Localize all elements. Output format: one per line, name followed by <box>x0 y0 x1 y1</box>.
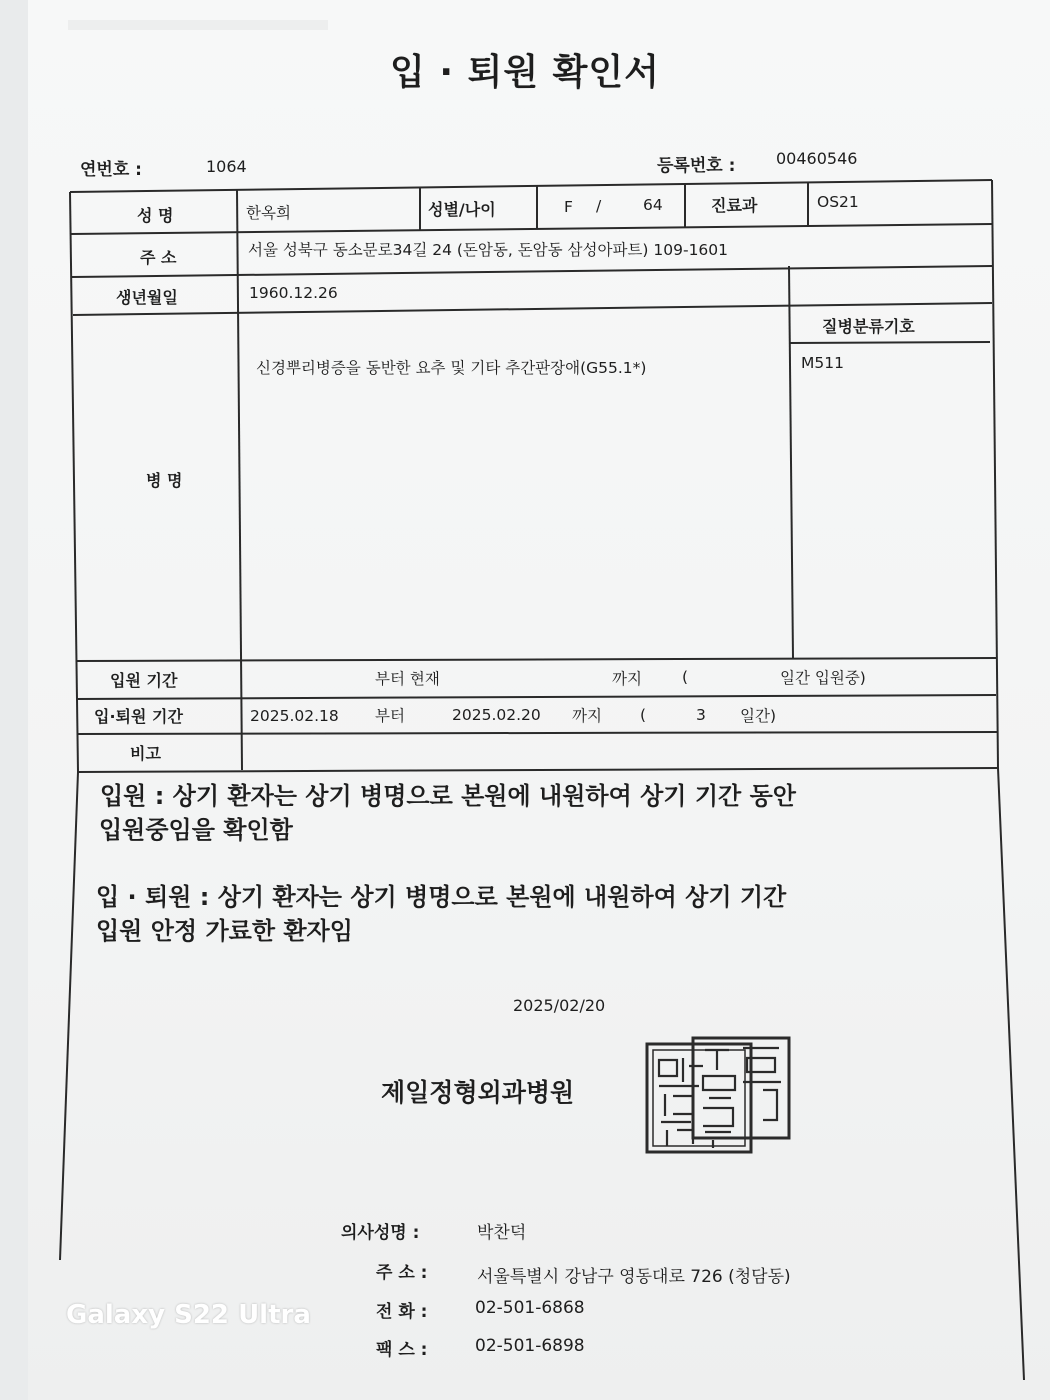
stay-until: 까지 <box>572 707 602 725</box>
name-value: 한옥희 <box>246 204 291 222</box>
admission-until: 까지 <box>612 670 642 688</box>
hospital-phone-value: 02-501-6868 <box>475 1298 585 1318</box>
admission-statement-line-1: 입원 : 상기 환자는 상기 병명으로 본원에 내원하여 상기 기간 동안 <box>100 782 796 810</box>
hospital-fax-label: 팩 스 : <box>376 1340 428 1360</box>
stay-open-paren: ( <box>640 706 647 724</box>
admission-statement-line-2: 입원중임을 확인함 <box>99 816 293 844</box>
hospital-address-label: 주 소 : <box>376 1263 428 1283</box>
hospital-phone-label: 전 화 : <box>376 1302 428 1322</box>
camera-watermark: Galaxy S22 Ultra <box>66 1300 311 1330</box>
hospital-seal-stamp <box>643 1036 795 1158</box>
name-label: 성 명 <box>137 206 174 225</box>
stay-end-date: 2025.02.20 <box>452 706 541 724</box>
admission-period-label: 입원 기간 <box>110 671 178 690</box>
dob-label: 생년월일 <box>116 288 178 307</box>
stay-days-suffix: 일간) <box>740 707 776 725</box>
stay-period-label: 입·퇴원 기간 <box>94 707 183 726</box>
dob-value: 1960.12.26 <box>249 284 338 302</box>
doctor-name: 박찬덕 <box>477 1223 527 1243</box>
hospital-name: 제일정형외과병원 <box>381 1078 575 1107</box>
department-label: 진료과 <box>711 196 758 215</box>
disease-code-label: 질병분류기호 <box>822 317 915 336</box>
disease-code-value: M511 <box>801 354 844 372</box>
department-value: OS21 <box>817 193 859 211</box>
sex-age-label: 성별/나이 <box>428 200 496 219</box>
stay-days-count: 3 <box>696 706 706 724</box>
discharge-statement-line-2: 입원 안정 가료한 환자임 <box>96 917 353 945</box>
sex-age-separator: / <box>596 197 602 215</box>
registration-number-label: 등록번호 : <box>657 156 736 176</box>
issue-date: 2025/02/20 <box>513 996 606 1015</box>
age-value: 64 <box>643 196 663 214</box>
admission-open-paren: ( <box>682 668 689 686</box>
registration-number-value: 00460546 <box>776 149 858 168</box>
hospital-fax-value: 02-501-6898 <box>475 1336 585 1356</box>
discharge-statement-line-1: 입 · 퇴원 : 상기 환자는 상기 병명으로 본원에 내원하여 상기 기간 <box>96 883 787 911</box>
remarks-label: 비고 <box>130 744 161 763</box>
stay-from: 부터 <box>375 707 405 725</box>
admission-days-suffix: 일간 입원중) <box>780 669 866 687</box>
admission-from-now: 부터 현재 <box>375 670 440 688</box>
serial-number-label: 연번호 : <box>80 160 142 180</box>
serial-number-value: 1064 <box>206 157 247 176</box>
stay-start-date: 2025.02.18 <box>250 707 339 725</box>
diagnosis-label: 병 명 <box>146 471 183 490</box>
hospital-address-value: 서울특별시 강남구 영동대로 726 (청담동) <box>477 1267 791 1287</box>
address-label: 주 소 <box>140 248 177 267</box>
diagnosis-text: 신경뿌리병증을 동반한 요추 및 기타 추간판장애(G55.1*) <box>256 359 647 377</box>
sex-value: F <box>564 198 573 216</box>
address-value: 서울 성북구 동소문로34길 24 (돈암동, 돈암동 삼성아파트) 109-1601 <box>248 241 729 259</box>
document-title: 입 · 퇴원 확인서 <box>390 52 660 93</box>
doctor-label: 의사성명 : <box>341 1223 420 1243</box>
